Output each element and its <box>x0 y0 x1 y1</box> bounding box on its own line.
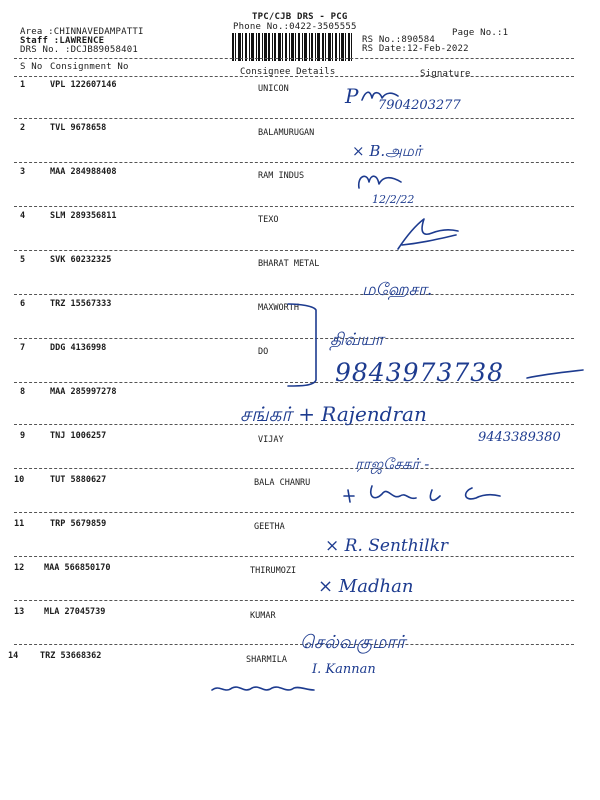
row-divider <box>14 468 574 469</box>
row-divider <box>14 644 574 645</box>
col-sno: S No <box>20 62 43 72</box>
row-10-sno: 10 <box>14 475 25 485</box>
header-divider <box>14 58 574 59</box>
row-10-consignee: BALA CHANRU <box>254 478 311 488</box>
row-5-consignee: BHARAT METAL <box>258 259 320 269</box>
signature-9: ராஜசேகர் - <box>355 455 430 473</box>
row-6-consignment: TRZ 15567333 <box>50 299 112 309</box>
row-9-sno: 9 <box>20 431 26 441</box>
rs-number: RS No.:890584 <box>362 35 436 45</box>
phone-number: Phone No.:0422-3505555 <box>233 22 357 32</box>
row-divider <box>14 600 574 601</box>
row-14-consignee: SHARMILA <box>246 655 287 665</box>
row-divider <box>14 512 574 513</box>
signature-7-dash <box>525 368 585 382</box>
staff-label: Staff :LAWRENCE <box>20 36 105 46</box>
signature-1-initial: P <box>345 84 359 108</box>
row-3-sno: 3 <box>20 167 26 177</box>
row-divider <box>14 250 574 251</box>
row-divider <box>14 162 574 163</box>
row-11-sno: 11 <box>14 519 25 529</box>
row-9-consignment: TNJ 1006257 <box>50 431 107 441</box>
signature-6: மஹேசா. <box>362 280 433 300</box>
row-divider <box>14 556 574 557</box>
signature-10-scribble <box>342 480 502 510</box>
signature-14: செல்வகுமார் <box>300 632 406 653</box>
row-14-consignment: TRZ 53668362 <box>40 651 102 661</box>
rs-date: RS Date:12-Feb-2022 <box>362 44 469 54</box>
signature-8: சங்கர் + Rajendran <box>240 402 427 426</box>
row-11-consignment: TRP 5679859 <box>50 519 107 529</box>
row-12-consignment: MAA 566850170 <box>44 563 111 573</box>
barcode-graphic <box>232 33 352 61</box>
row-7-consignment: DDG 4136998 <box>50 343 107 353</box>
row-13-consignee: KUMAR <box>250 611 276 621</box>
row-6-consignee: MAXWORTH <box>258 303 299 313</box>
signature-4-scribble <box>392 215 462 255</box>
signature-3-date: 12/2/22 <box>372 193 415 206</box>
row-divider <box>14 206 574 207</box>
row-12-consignee: THIRUMOZI <box>250 566 297 576</box>
col-consignment: Consignment No <box>50 62 129 72</box>
row-7-consignee: DO <box>258 347 269 357</box>
signature-11: × R. Senthilkr <box>325 536 448 556</box>
col-signature: Signature <box>420 69 471 79</box>
signature-12: × Madhan <box>318 576 414 597</box>
row-14-sno: 14 <box>8 651 19 661</box>
column-header-divider <box>14 76 574 77</box>
row-4-sno: 4 <box>20 211 26 221</box>
report-title: TPC/CJB DRS - PCG <box>252 12 348 22</box>
row-6-sno: 6 <box>20 299 26 309</box>
signature-3-scribble <box>355 170 405 192</box>
row-divider <box>14 294 574 295</box>
area-label: Area :CHINNAVEDAMPATTI <box>20 27 144 37</box>
row-4-consignee: TEXO <box>258 215 279 225</box>
signature-1-phone: 7904203277 <box>378 98 461 113</box>
col-consignee: Consignee Details <box>240 67 336 77</box>
row-5-sno: 5 <box>20 255 26 265</box>
row-10-consignment: TUT 5880627 <box>50 475 107 485</box>
signature-7-phone: 9843973738 <box>335 358 505 387</box>
row-5-consignment: SVK 60232325 <box>50 255 112 265</box>
row-3-consignment: MAA 284988408 <box>50 167 117 177</box>
bottom-note-scribble <box>210 682 320 696</box>
signature-7-name: திவ்யா <box>330 330 384 350</box>
signature-2: × B.அமர் <box>352 142 422 160</box>
row-13-sno: 13 <box>14 607 25 617</box>
row-divider <box>14 118 574 119</box>
row-2-consignment: TVL 9678658 <box>50 123 107 133</box>
row-1-consignment: VPL 122607146 <box>50 80 117 90</box>
drs-number: DRS No. :DCJB89058401 <box>20 45 138 55</box>
row-1-sno: 1 <box>20 80 26 90</box>
row-2-sno: 2 <box>20 123 26 133</box>
barcode <box>232 33 352 61</box>
row-1-consignee: UNICON <box>258 84 289 94</box>
row-8-sno: 8 <box>20 387 26 397</box>
bracket-mark <box>286 300 326 390</box>
page-number: Page No.:1 <box>452 28 509 38</box>
row-4-consignment: SLM 289356811 <box>50 211 117 221</box>
row-9-consignee: VIJAY <box>258 435 284 445</box>
row-12-sno: 12 <box>14 563 25 573</box>
row-8-consignment: MAA 285997278 <box>50 387 117 397</box>
signature-14-name: I. Kannan <box>312 662 376 677</box>
row-13-consignment: MLA 27045739 <box>44 607 106 617</box>
signature-8-phone: 9443389380 <box>478 430 561 445</box>
row-3-consignee: RAM INDUS <box>258 171 305 181</box>
row-2-consignee: BALAMURUGAN <box>258 128 315 138</box>
row-7-sno: 7 <box>20 343 26 353</box>
row-11-consignee: GEETHA <box>254 522 285 532</box>
